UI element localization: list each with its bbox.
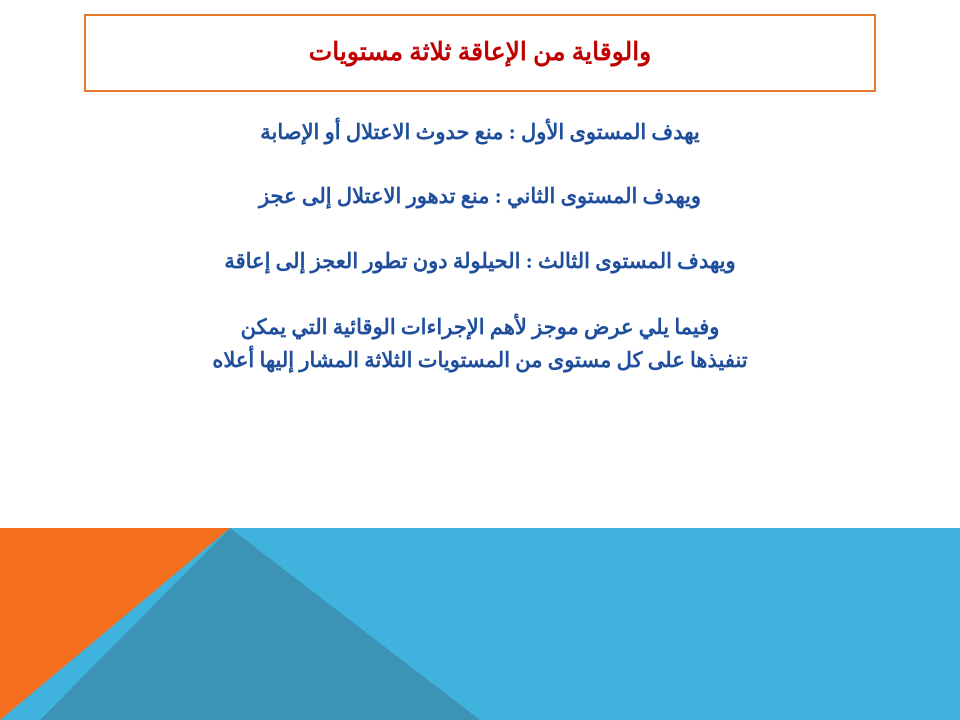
slide-body <box>70 118 890 376</box>
bottom-decoration-band <box>0 528 960 720</box>
slide-title-box <box>84 14 876 92</box>
body-paragraph-4: وفيما يلي عرض موجز لأهم الإجراءات الوقائية التي يمكن <box>240 315 720 340</box>
page-title: والوقاية من الإعاقة ثلاثة مستويات <box>308 39 652 66</box>
body-paragraph-2: ويهدف المستوى الثاني : منع تدهور الاعتلال إلى عجز <box>258 184 702 209</box>
body-paragraph-3: ويهدف المستوى الثالث : الحيلولة دون تطور العجز إلى إعاقة <box>224 248 736 273</box>
body-paragraph-1: يهدف المستوى الأول : منع حدوث الاعتلال أو الإصابة <box>260 120 700 144</box>
body-paragraph-5: تنفيذها على كل مستوى من المستويات الثلاثة المشار إليها أعلاه <box>212 347 748 372</box>
